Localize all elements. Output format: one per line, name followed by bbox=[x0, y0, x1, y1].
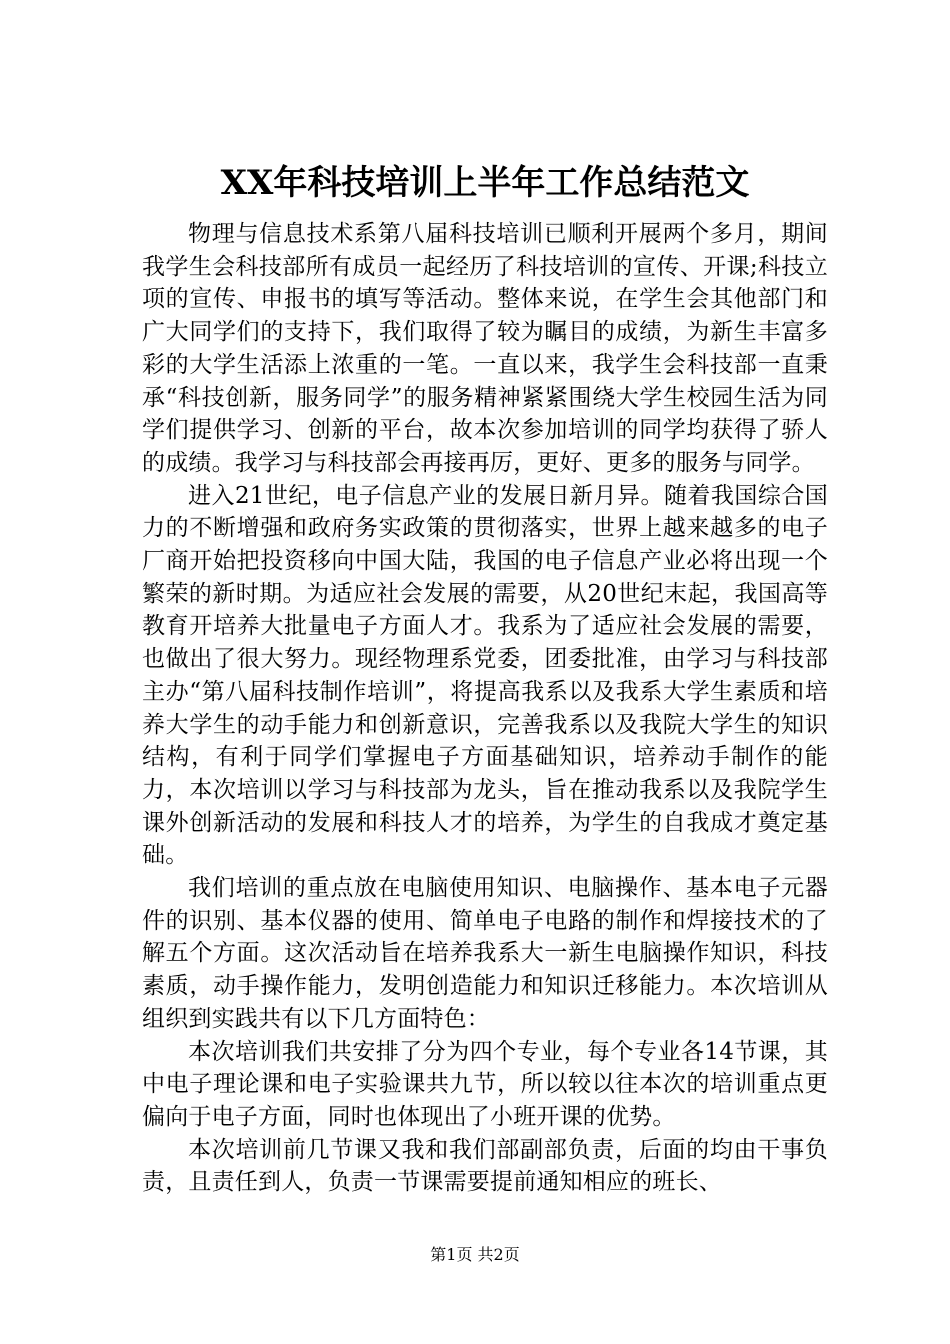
paragraph-1: 物理与信息技术系第八届科技培训已顺利开展两个多月，期间我学生会科技部所有成员一起经历了科技培训的宣传、开课;科技立项的宣传、申报书的填写等活动。整体来说，在学生会其他部门和广大同学们的支持下，我们取得了较为瞩目的成绩，为新生丰富多彩的大学生活添上浓重的一笔。一直以来，我学生会科技部一直秉承“科技创新，服务同学”的服务精神紧紧围绕大学生校园生活为同学们提供学习、创新的平台，故本次参加培训的同学均获得了骄人的成绩。我学习与科技部会再接再厉，更好、更多的服务与同学。 bbox=[142, 221, 828, 476]
paragraph-2: 进入21世纪，电子信息产业的发展日新月异。随着我国综合国力的不断增强和政府务实政策的贯彻落实，世界上越来越多的电子厂商开始把投资移向中国大陆，我国的电子信息产业必将出现一个繁荣的新时期。为适应社会发展的需要，从20世纪末起，我国高等教育开培养大批量电子方面人才。我系为了适应社会发展的需要，也做出了很大努力。现经物理系党委，团委批准，由学习与科技部主办“第八届科技制作培训”，将提高我系以及我系大学生素质和培养大学生的动手能力和创新意识，完善我系以及我院大学生的知识结构，有利于同学们掌握电子方面基础知识，培养动手制作的能力，本次培训以学习与科技部为龙头，旨在推动我系以及我院学生课外创新活动的发展和科技人才的培养，为学生的自我成才奠定基础。 bbox=[142, 482, 828, 869]
document-page bbox=[142, 160, 828, 1199]
paragraph-3: 我们培训的重点放在电脑使用知识、电脑操作、基本电子元器件的识别、基本仪器的使用、简单电子电路的制作和焊接技术的了解五个方面。这次活动旨在培养我系大一新生电脑操作知识，科技素质，动手操作能力，发明创造能力和知识迁移能力。本次培训从组织到实践共有以下几方面特色： bbox=[142, 875, 828, 1032]
document-title: XX年科技培训上半年工作总结范文 bbox=[220, 163, 750, 203]
paragraph-5: 本次培训前几节课又我和我们部副部负责，后面的均由干事负责，且责任到人，负责一节课需要提前通知相应的班长、 bbox=[142, 1136, 828, 1196]
page-number-footer: 第1页 共2页 bbox=[430, 1245, 520, 1264]
paragraph-4: 本次培训我们共安排了分为四个专业，每个专业各14节课，其中电子理论课和电子实验课共九节，所以较以往本次的培训重点更偏向于电子方面，同时也体现出了小班开课的优势。 bbox=[142, 1038, 828, 1130]
